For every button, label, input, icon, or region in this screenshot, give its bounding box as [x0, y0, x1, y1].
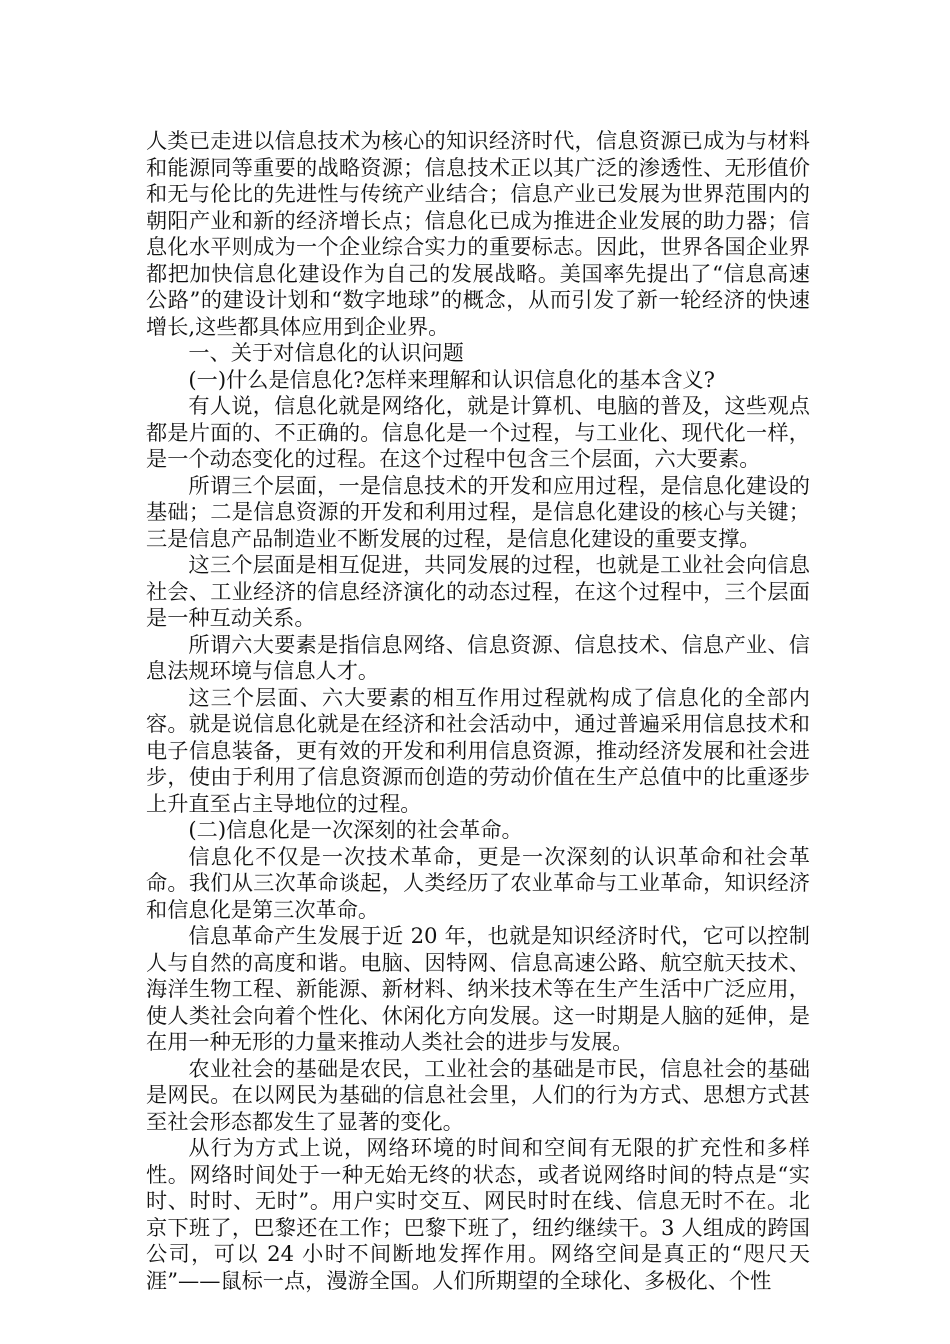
- body-paragraph: 这三个层面、六大要素的相互作用过程就构成了信息化的全部内容。就是说信息化就是在经济和社会活动中，通过普遍采用信息技术和电子信息装备，更有效的开发和利用信息资源，推动经济发展和社会进步，使由于利用了信息资源而创造的劳动价值在生产总值中的比重逐步上升直至占主导地位的过程。: [146, 684, 810, 816]
- body-paragraph: 农业社会的基础是农民，工业社会的基础是市民，信息社会的基础是网民。在以网民为基础的信息社会里，人们的行为方式、思想方式甚至社会形态都发生了显著的变化。: [146, 1055, 810, 1134]
- body-paragraph: 从行为方式上说，网络环境的时间和空间有无限的扩充性和多样性。网络时间处于一种无始无终的状态，或者说网络时间的特点是“实时、时时、无时”。用户实时交互、网民时时在线、信息无时不在。北京下班了，巴黎还在工作；巴黎下班了，纽约继续干。3 人组成的跨国公司，可以 24 小时不间断地发挥作用。网络空间是真正的“咫尺天涯”——鼠标一点，漫游全国。人们所期望的全球化、多极化、个性: [146, 1135, 810, 1293]
- body-paragraph: 信息化不仅是一次技术革命，更是一次深刻的认识革命和社会革命。我们从三次革命谈起，人类经历了农业革命与工业革命，知识经济和信息化是第三次革命。: [146, 843, 810, 922]
- body-paragraph: 有人说，信息化就是网络化，就是计算机、电脑的普及，这些观点都是片面的、不正确的。信息化是一个过程，与工业化、现代化一样，是一个动态变化的过程。在这个过程中包含三个层面，六大要素。: [146, 393, 810, 471]
- intro-paragraph: 人类已走进以信息技术为核心的知识经济时代，信息资源已成为与材料和能源同等重要的战略资源；信息技术正以其广泛的渗透性、无形值价和无与伦比的先进性与传统产业结合；信息产业已发展为世界范围内的朝阳产业和新的经济增长点；信息化已成为推进企业发展的助力器；信息化水平则成为一个企业综合实力的重要标志。因此，世界各国企业界都把加快信息化建设作为自己的发展战略。美国率先提出了“信息高速公路”的建设计划和“数字地球”的概念，从而引发了新一轮经济的快速增长,这些都具体应用到企业界。: [146, 128, 810, 339]
- body-paragraph: 所谓三个层面，一是信息技术的开发和应用过程，是信息化建设的基础；二是信息资源的开发和利用过程，是信息化建设的核心与关键；三是信息产品制造业不断发展的过程，是信息化建设的重要支撑。: [146, 472, 810, 551]
- body-paragraph: 这三个层面是相互促进，共同发展的过程，也就是工业社会向信息社会、工业经济的信息经济演化的动态过程，在这个过程中，三个层面是一种互动关系。: [146, 552, 810, 630]
- section-heading-1: 一、关于对信息化的认识问题: [188, 340, 464, 365]
- body-paragraph: 所谓六大要素是指信息网络、信息资源、信息技术、信息产业、信息法规环境与信息人才。: [146, 631, 810, 683]
- body-paragraph: 信息革命产生发展于近 20 年，也就是知识经济时代，它可以控制人与自然的高度和谐。电脑、因特网、信息高速公路、航空航天技术、海洋生物工程、新能源、新材料、纳米技术等在生产生活中广泛应用，使人类社会向着个性化、休闲化方向发展。这一时期是人脑的延伸，是在用一种无形的力量来推动人类社会的进步与发展。: [146, 923, 810, 1054]
- subsection-heading-1: (一)什么是信息化?怎样来理解和认识信息化的基本含义?: [188, 366, 715, 392]
- subsection-heading-2: (二)信息化是一次深刻的社会革命。: [188, 817, 523, 842]
- document-body: [146, 128, 810, 1294]
